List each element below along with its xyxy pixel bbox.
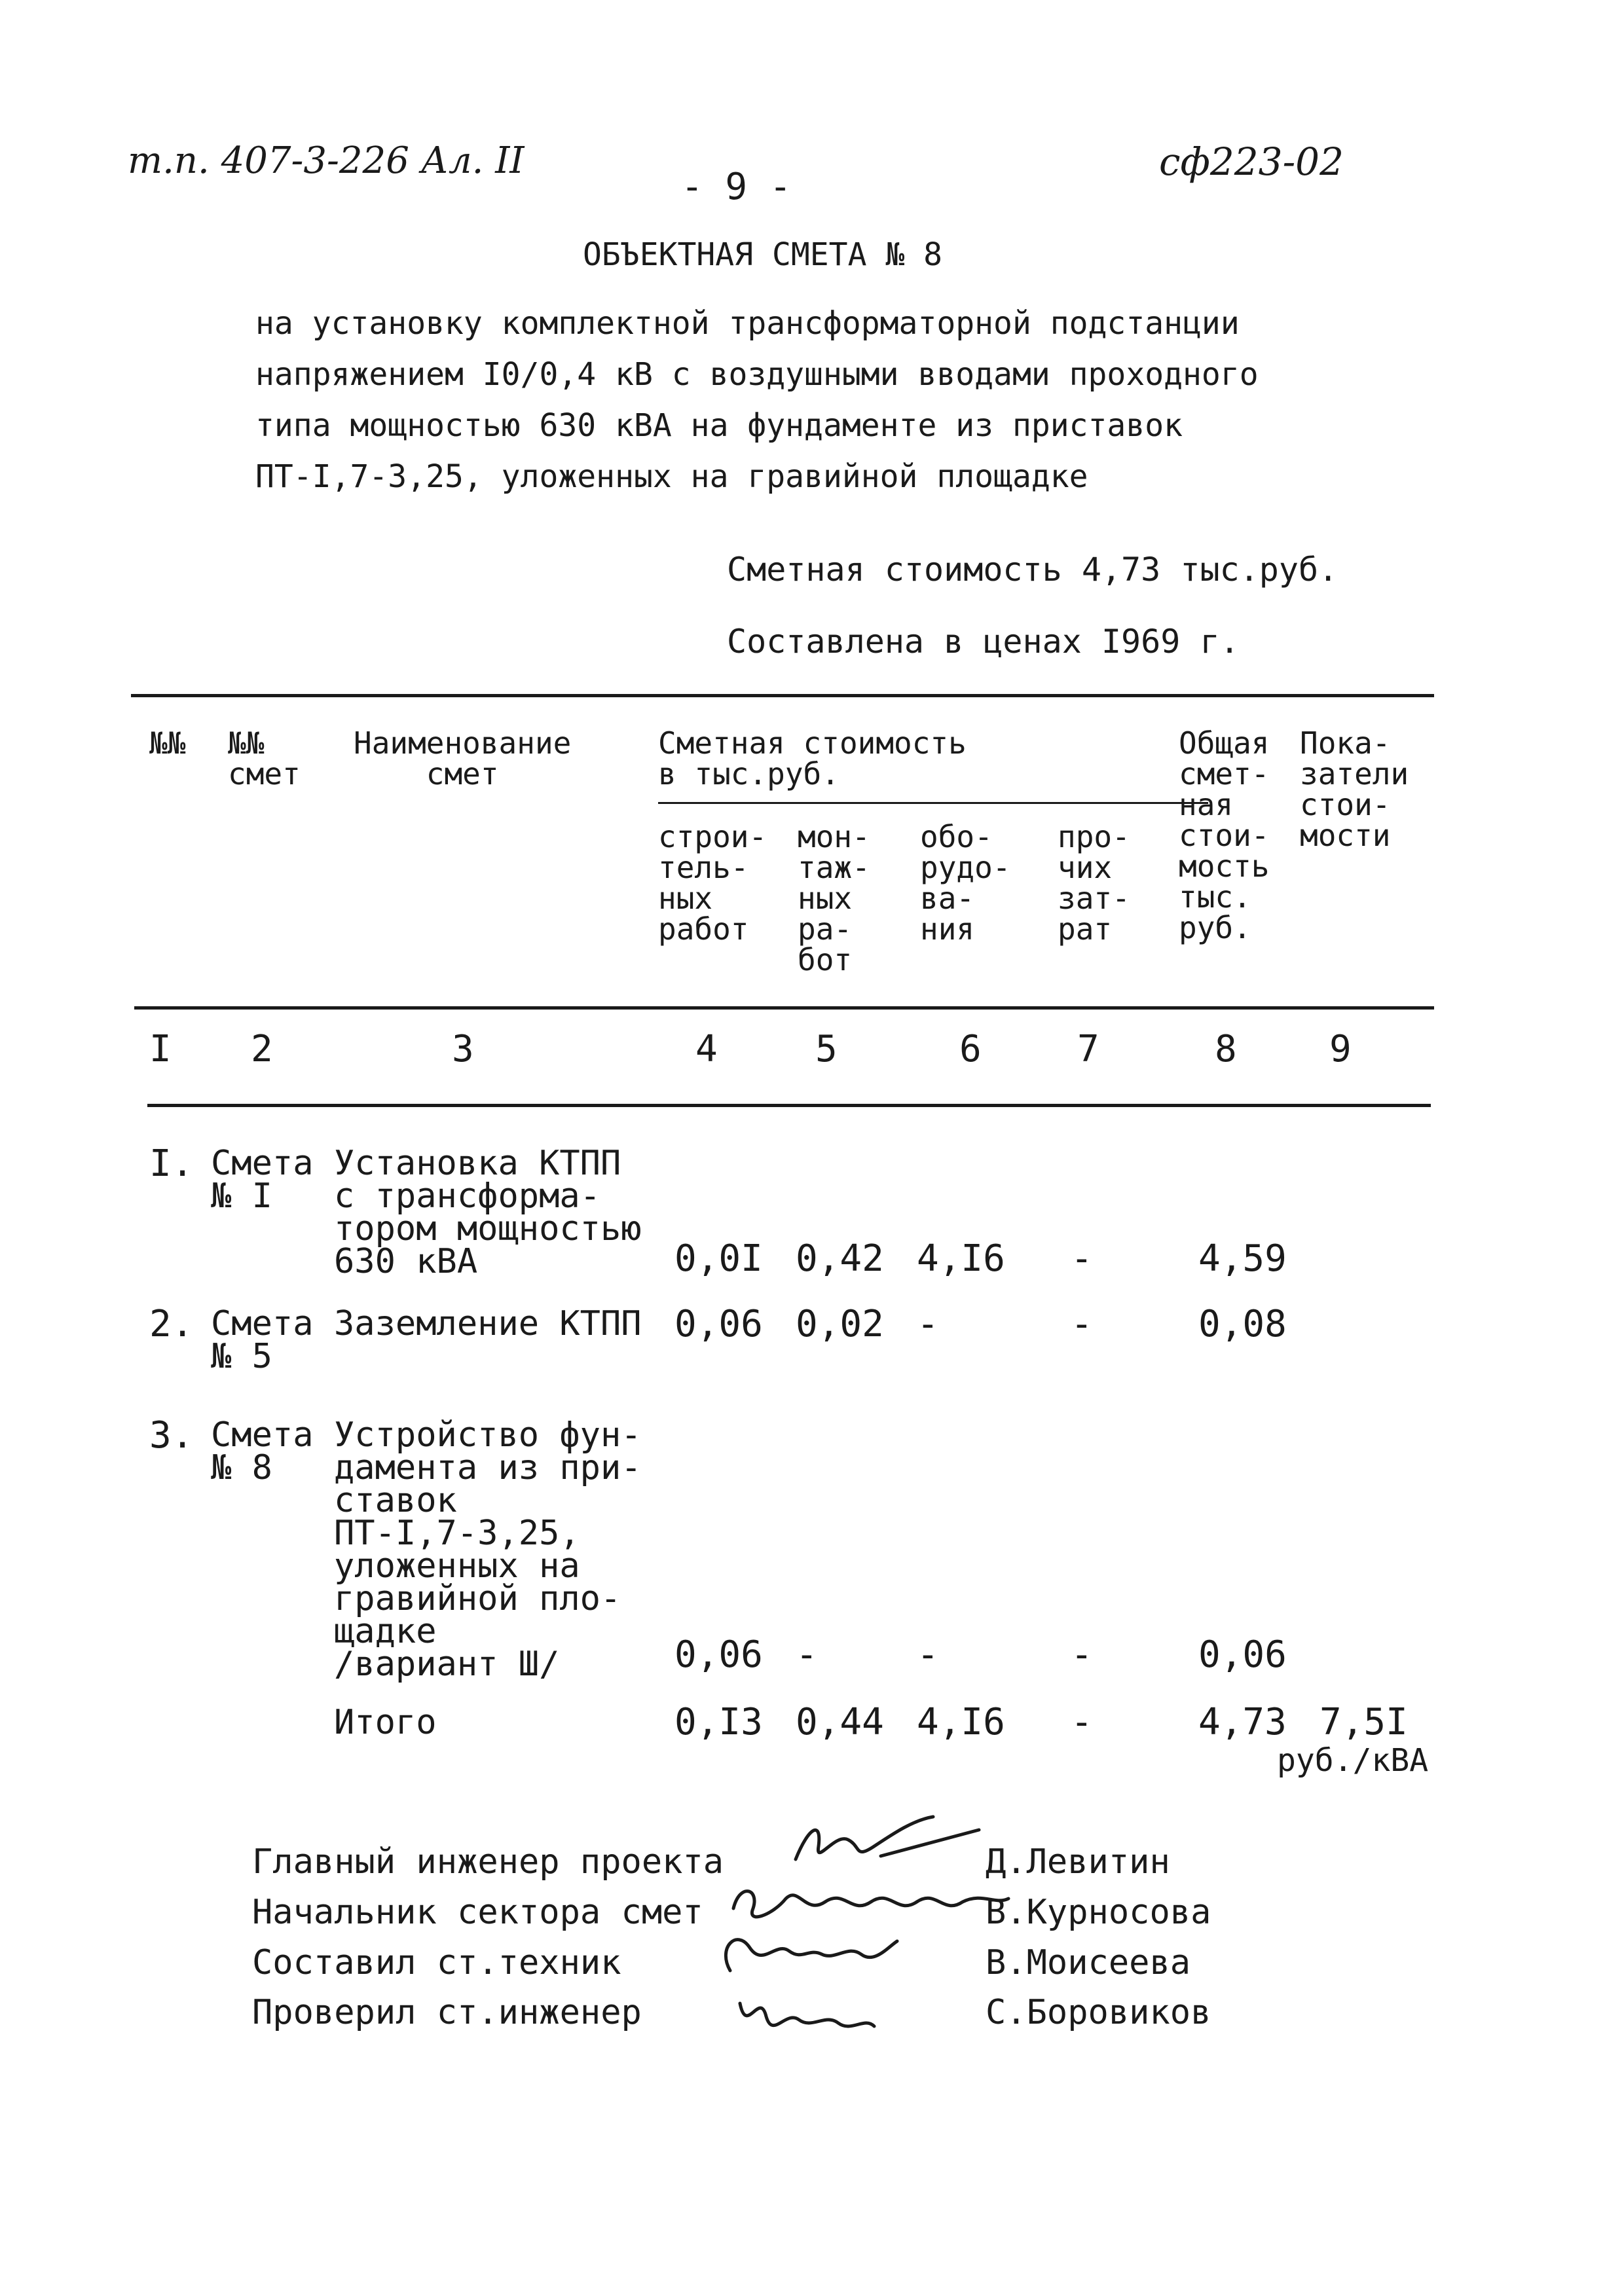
cell-other: - (1071, 1633, 1093, 1676)
subtitle-line: напряжением I0/0,4 кВ с воздушными вводами проходного (255, 356, 1259, 393)
signature-name: Д.Левитин (986, 1842, 1170, 1882)
row-estimate: Смета № 8 (211, 1415, 314, 1487)
column-number: 3 (452, 1028, 474, 1070)
total-indicator-unit: руб./кВА (1277, 1742, 1429, 1779)
subtitle-line: ПТ-I,7-3,25, уложенных на гравийной площадке (255, 458, 1088, 495)
column-number: 7 (1077, 1028, 1099, 1070)
handwritten-signature (727, 1977, 884, 2049)
total-label: Итого (334, 1703, 437, 1742)
total-construction: 0,I3 (674, 1701, 763, 1743)
row-number: I. (149, 1142, 194, 1185)
cell-construction: 0,06 (674, 1303, 763, 1345)
header-installation: мон- таж- ных ра- бот (798, 819, 870, 977)
cell-construction: 0,06 (674, 1633, 763, 1676)
signature-name: В.Курносова (986, 1893, 1211, 1932)
header-other-costs: про- чих зат- рат (1058, 819, 1130, 947)
cell-total: 0,06 (1198, 1633, 1287, 1676)
handwritten-signature (783, 1807, 992, 1879)
signature-name: В.Моисеева (986, 1943, 1191, 1982)
total-indicator: 7,5I (1320, 1701, 1408, 1743)
estimated-cost: Сметная стоимость 4,73 тыс.руб. (727, 551, 1338, 589)
cell-total: 4,59 (1198, 1237, 1287, 1280)
page-title: ОБЪЕКТНАЯ СМЕТА № 8 (583, 236, 943, 273)
document-reference: т.п. 407-3-226 Ал. II (128, 139, 525, 182)
cell-installation: - (796, 1633, 818, 1676)
header-estimate-name: Наименование смет (354, 725, 572, 792)
cell-other: - (1071, 1237, 1093, 1280)
cell-installation: 0,42 (796, 1237, 884, 1280)
cell-other: - (1071, 1303, 1093, 1345)
cell-equipment: 4,I6 (917, 1237, 1005, 1280)
subtitle (255, 298, 1259, 502)
total-cost: 4,73 (1198, 1701, 1287, 1743)
page-number: - 9 - (681, 166, 792, 208)
signature-name: С.Боровиков (986, 1993, 1211, 2032)
row-number: 3. (149, 1414, 194, 1457)
header-cost-group: Сметная стоимость в тыс.руб. (658, 725, 967, 792)
cell-construction: 0,0I (674, 1237, 763, 1280)
column-number: 5 (815, 1028, 838, 1070)
row-name: Устройство фун- дамента из при- ставок ПТ-I,7-3,25, уложенных на гравийной пло- щадке /вариант Ш/ (334, 1415, 642, 1684)
header-equipment: обо- рудо- ва- ния (920, 819, 1011, 947)
column-numbers-rule (147, 1104, 1431, 1107)
row-number: 2. (149, 1303, 194, 1345)
row-name: Заземление КТПП (334, 1304, 642, 1343)
column-number: 4 (695, 1028, 718, 1070)
row-estimate: Смета № 5 (211, 1304, 314, 1376)
signature-role: Проверил ст.инженер (252, 1993, 642, 2032)
total-other: - (1071, 1701, 1093, 1743)
cell-equipment: - (917, 1633, 939, 1676)
document-code: сф223-02 (1159, 139, 1344, 184)
column-number: 6 (959, 1028, 982, 1070)
prices-year: Составлена в ценах I969 г. (727, 623, 1240, 661)
column-number: 8 (1215, 1028, 1237, 1070)
table-top-rule (131, 694, 1434, 697)
header-estimate-number: №№ смет (228, 725, 301, 792)
row-name: Установка КТПП с трансформа- тором мощностью 630 кВА (334, 1144, 642, 1281)
cell-total: 0,08 (1198, 1303, 1287, 1345)
header-total-cost: Общая смет- ная стои- мость тыс. руб. (1179, 725, 1270, 945)
column-number: 2 (251, 1028, 273, 1070)
signature-role: Составил ст.техник (252, 1943, 621, 1982)
subtitle-line: типа мощностью 630 кВА на фундаменте из приставок (255, 407, 1183, 444)
subtitle-line: на установку комплектной трансформаторной подстанции (255, 305, 1240, 342)
header-construction: строи- тель- ных работ (658, 819, 767, 947)
header-bottom-rule (134, 1006, 1434, 1010)
signature-role: Начальник сектора смет (252, 1893, 703, 1932)
header-row-number: №№ (149, 725, 186, 761)
total-equipment: 4,I6 (917, 1701, 1005, 1743)
cell-installation: 0,02 (796, 1303, 884, 1345)
signature-role: Главный инженер проекта (252, 1842, 724, 1882)
column-number: I (149, 1028, 172, 1070)
row-estimate: Смета № I (211, 1144, 314, 1216)
cell-equipment: - (917, 1303, 939, 1345)
total-installation: 0,44 (796, 1701, 884, 1743)
group-header-rule (658, 802, 1208, 804)
column-number: 9 (1329, 1028, 1352, 1070)
header-indicators: Пока- затели стои- мости (1300, 725, 1409, 853)
